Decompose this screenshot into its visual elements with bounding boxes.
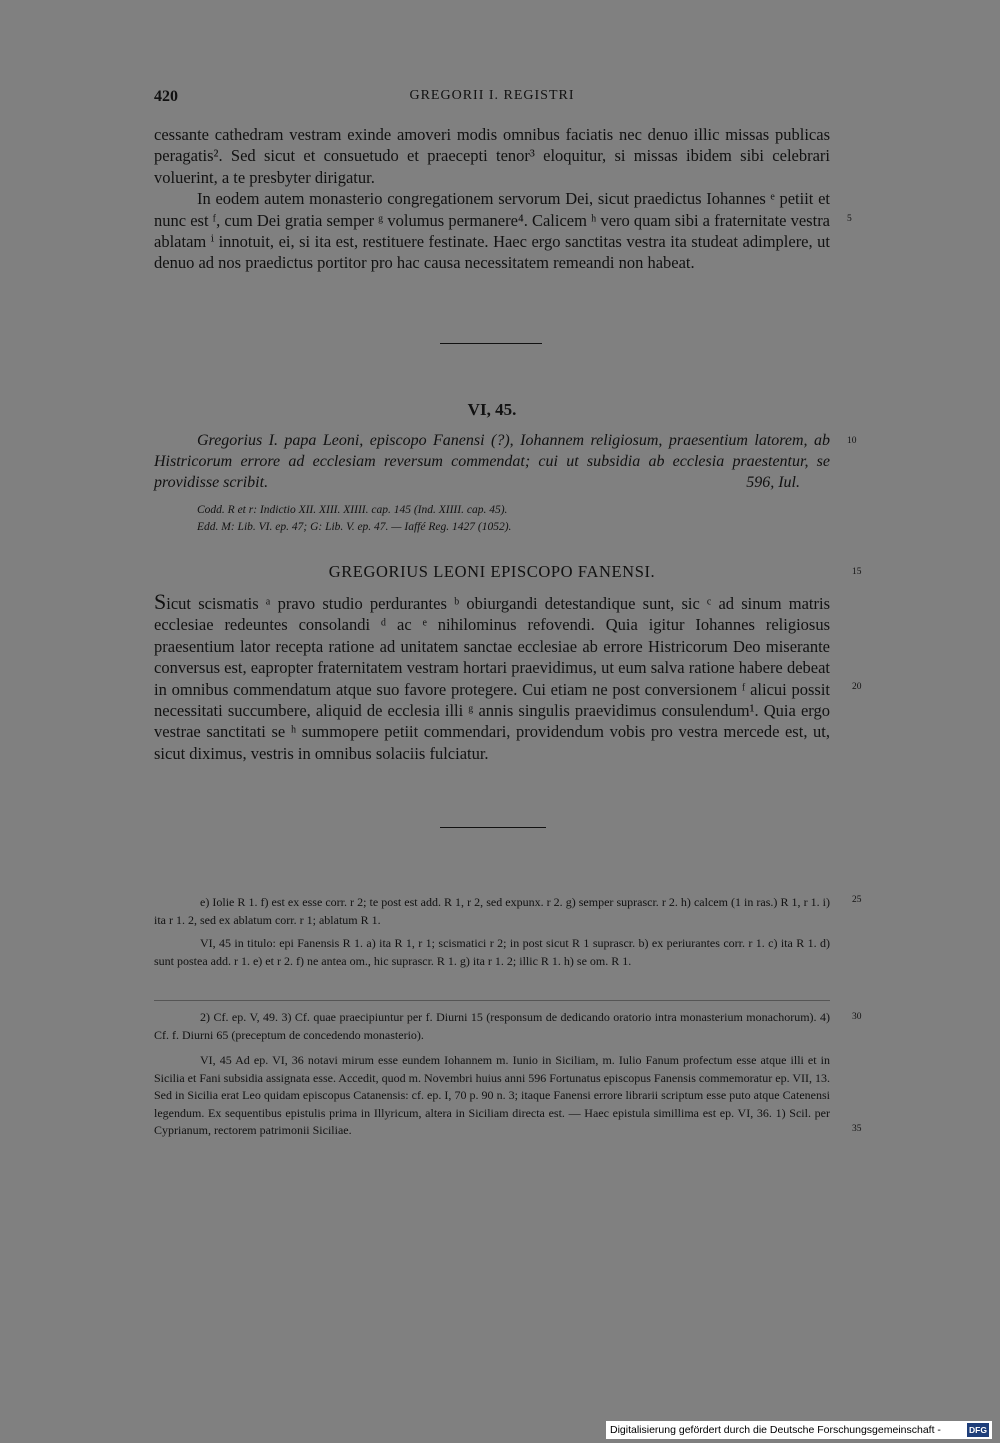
letter-title: GREGORIUS LEONI EPISCOPO FANENSI.	[328, 562, 656, 581]
line-number: 15	[852, 567, 862, 577]
letter-body: icut scismatis ᵃ pravo studio perdurantes ᵇ obiurgandi detestandique sunt, sic ᶜ ad sinum matris ecclesiae redeuntes consolandi ᵈ ac ᵉ nihilominus refovendi. Quia igitur Iohannes religiosus praesentium lator recepta ratione ad unitatem sanctae ecclesiae ab errore Histricorum Deo miserante conversus est, eapropter fraternitatem vestram hortari praevidimus, ut eum salva ratione habere debeat in omnibus commendatum atque suo favore protegere. Cui etiam ne post conversionem ᶠ alicui possit necessitati succumbere, aliquid de ecclesia illi ᵍ annis singulis praevidimus consulendum¹. Quia ergo vestrae sanctitati se ʰ summopere petiit commendari, providendum vobis pro vestra mercede est, ut, sicut diximus, vestris in omnibus solaciis fulciatur.	[154, 594, 830, 763]
critical-apparatus	[154, 894, 830, 970]
letter-text	[154, 591, 830, 764]
source-note: 2) Cf. ep. V, 49. 3) Cf. quae praecipiuntur per f. Diurni 15 (responsum de dedicando oratorio intra monasterium monachorum). 4) Cf. f. Diurni 65 (preceptum de concedendo monasterio).	[154, 1010, 830, 1042]
editions: Edd. M: Lib. VI. ep. 47; G: Lib. V. ep. 47. — Iaffé Reg. 1427 (1052).	[197, 521, 512, 533]
summary-text: Gregorius I. papa Leoni, episcopo Fanensi (?), Iohannem religiosum, praesentium latorem, ab Histricorum errore ad ecclesiam reversum commendat; cui ut subsidia ab ecclesia praestentur, se providisse scribit.	[154, 432, 830, 491]
line-number: 10	[847, 436, 857, 446]
line-number: 30	[852, 1012, 862, 1022]
notes-divider	[154, 1000, 830, 1001]
codices: Codd. R et r: Indictio XII. XIII. XIIII. cap. 145 (Ind. XIIII. cap. 45).	[197, 504, 508, 516]
line-number: 5	[847, 214, 852, 224]
line-number: 20	[852, 682, 862, 692]
letter-date: 596, Iul.	[746, 473, 800, 491]
section-divider	[440, 827, 546, 828]
source-notes	[154, 1009, 830, 1140]
letter-summary	[154, 431, 830, 493]
funding-text: Digitalisierung gefördert durch die Deutsche Forschungsgemeinschaft -	[610, 1424, 941, 1436]
running-title: GREGORII I. REGISTRI	[409, 88, 575, 103]
paragraph: In eodem autem monasterio congregationem servorum Dei, sicut praedictus Iohannes ᵉ petiit et nunc est ᶠ, cum Dei gratia semper ᵍ volumus permanere⁴. Calicem ʰ vero quam sibi a fraternitate vestra ablatam ⁱ innotuit, ei, si ita est, restituere festinate. Haec ergo sanctitas vestra ita studeat adimplere, ut denuo ad nos praedictus portitor pro hac causa necessitatem remeandi non habeat.	[154, 189, 831, 273]
line-number: 35	[852, 1124, 862, 1134]
dfg-logo-icon: DFG	[967, 1423, 989, 1437]
letter-number: VI, 45.	[467, 400, 517, 419]
section-divider	[440, 343, 542, 344]
apparatus-notes-letter: VI, 45 in titulo: epi Fanensis R 1. a) ita R 1, r 1; scismatici r 2; in post sicut R 1 suprascr. b) ex periurantes corr. r 1. c) ita R 1. d) sunt postea add. r 1. e) et r 2. f) ne antea om., hic suprascr. R 1. g) ita r 1. 2; illic R 1. h) se om. R 1.	[154, 936, 830, 968]
line-number: 25	[852, 895, 862, 905]
apparatus-notes-continuation: e) Iolie R 1. f) est ex esse corr. r 2; te post est add. R 1, r 2, sed expunx. r 2. g) semper suprascr. r 2. h) calcem (1 in ras.) R 1, r 1. i) ita r 1. 2, sed ex ablatum corr. r 1; ablatum R 1.	[154, 895, 830, 927]
running-head	[154, 88, 830, 112]
paragraph: cessante cathedram vestram exinde amoveri modis omnibus faciatis nec denuo illic missas publicas peragatis². Sed sicut et consuetudo et praecepti tenor³ eloquitur, si missas ibidem sibi celebrari voluerint, a te presbyter dirigatur.	[154, 125, 830, 187]
paragraph	[154, 591, 830, 764]
page-number: 420	[154, 88, 178, 105]
commentary-note: VI, 45 Ad ep. VI, 36 notavi mirum esse eundem Iohannem m. Iunio in Siciliam, m. Iulio Fanum profectum esse atque illi et in Sicilia et Fani subsidia assignata esse. Accedit, quod m. Novembri huius anni 596 Fortunatus episcopus Fanensis commemoratur ep. VII, 13. Sed in Sicilia erat Leo quidam episcopus Catanensis: cf. ep. I, 70 p. 90 n. 3; itaque Fanensi errore librarii scriptum esse puto atque Catenensi legendum. Ex sequentibus epistulis prima in Illyricum, altera in Siciliam directa est. — Haec epistula simillima est ep. VI, 36. 1) Scil. per Cyprianum, rectorem patrimonii Siciliae.	[154, 1053, 831, 1137]
initial-letter: S	[154, 589, 167, 614]
funding-banner	[606, 1421, 992, 1439]
continuation-text	[154, 124, 830, 274]
